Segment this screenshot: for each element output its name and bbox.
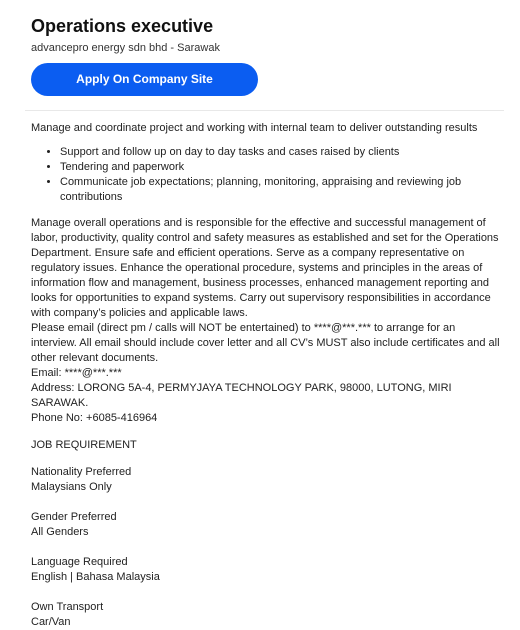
- requirement-label: Language Required: [31, 556, 128, 568]
- apply-on-company-site-button[interactable]: Apply On Company Site: [31, 63, 258, 96]
- list-item: • Communicate job expectations; planning, monitoring, appraising and reviewing job contributions: [60, 175, 502, 205]
- contact-phone: Phone No: +6085-416964: [31, 412, 158, 424]
- requirement-value: All Genders: [31, 526, 89, 538]
- requirement-nationality: [31, 465, 502, 495]
- contact-email: Email: ****@***.***: [31, 367, 122, 379]
- requirement-value: English | Bahasa Malaysia: [31, 571, 160, 583]
- list-item: • Support and follow up on day to day tasks and cases raised by clients: [60, 145, 502, 160]
- description-overview: Manage overall operations and is responsible for the effective and successful management of labor, productivity, quality control and safety measures as established and set for the Operations Department. Ensure safe and efficient operations. Serve as a company representative on regulatory issues. Enhance the operational procedure, systems and principles in the areas of information flow and management, business processes, enhanced management reporting and looks for opportunities to expand systems. Carry out supervisory responsibilities in accordance with company’s policies and applicable laws.: [31, 217, 499, 319]
- duties-list: [31, 145, 502, 205]
- job-title: Operations executive: [31, 16, 214, 36]
- requirement-label: Nationality Preferred: [31, 466, 132, 478]
- requirement-language: [31, 555, 502, 585]
- job-description: [0, 111, 520, 630]
- requirement-value: Car/Van: [31, 616, 71, 628]
- list-item: • Tendering and paperwork: [60, 160, 502, 175]
- job-requirement-heading: JOB REQUIREMENT: [31, 439, 137, 451]
- requirement-label: Gender Preferred: [31, 511, 117, 523]
- requirement-transport: [31, 600, 502, 630]
- description-intro: Manage and coordinate project and working with internal team to deliver outstanding results: [31, 122, 478, 134]
- requirement-gender: [31, 510, 502, 540]
- contact-address: Address: LORONG 5A-4, PERMYJAYA TECHNOLOGY PARK, 98000, LUTONG, MIRI SARAWAK.: [31, 382, 452, 409]
- company-location: advancepro energy sdn bhd - Sarawak: [31, 42, 220, 54]
- requirement-value: Malaysians Only: [31, 481, 112, 493]
- job-header: [0, 0, 520, 96]
- requirement-label: Own Transport: [31, 601, 104, 613]
- email-instruction: Please email (direct pm / calls will NOT be entertained) to ****@***.*** to arrange for an interview. All email should include cover letter and all CV’s MUST also include certificates and all other relevant documents.: [31, 322, 500, 364]
